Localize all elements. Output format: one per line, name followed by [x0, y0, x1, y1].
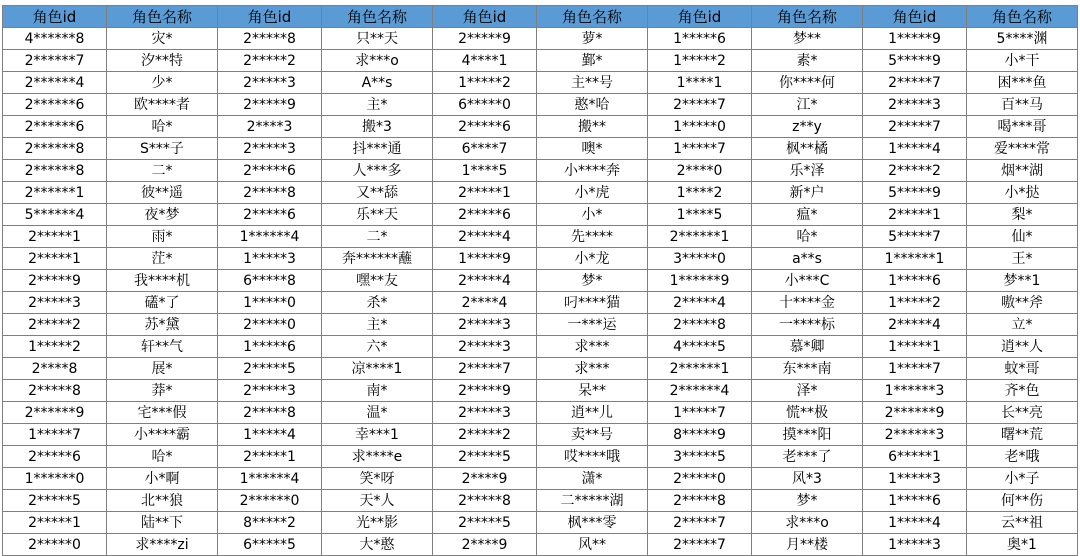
role-id-cell: 2******4 [3, 72, 107, 94]
role-id-cell: 1*****3 [863, 468, 967, 490]
role-name-cell: 卖**号 [537, 424, 648, 446]
role-id-cell: 2*****7 [648, 534, 752, 556]
role-id-cell: 2*****0 [648, 468, 752, 490]
role-id-cell: 4*****5 [648, 336, 752, 358]
role-name-cell: 光**影 [322, 512, 433, 534]
role-id-cell: 5*****9 [863, 182, 967, 204]
role-name-cell: 月**楼 [752, 534, 863, 556]
table-row [3, 534, 1078, 556]
role-id-cell: 2******6 [3, 94, 107, 116]
role-id-cell: 2*****8 [218, 28, 322, 50]
role-id-cell: 6****7 [433, 138, 537, 160]
table-row [3, 248, 1078, 270]
role-name-cell: 王* [967, 248, 1078, 270]
role-id-cell: 1****2 [648, 182, 752, 204]
role-id-cell: 2*****8 [648, 490, 752, 512]
role-id-cell: 2*****2 [3, 314, 107, 336]
role-name-cell: z**y [752, 116, 863, 138]
role-name-cell: 小****奔 [537, 160, 648, 182]
role-id-cell: 2****3 [218, 116, 322, 138]
role-id-cell: 5*****7 [863, 226, 967, 248]
role-name-cell: 梦**1 [967, 270, 1078, 292]
role-name-cell: 小***C [752, 270, 863, 292]
table-row [3, 380, 1078, 402]
role-id-cell: 1*****7 [3, 424, 107, 446]
role-id-cell: 1*****2 [3, 336, 107, 358]
table-row [3, 138, 1078, 160]
role-name-cell: 大*憨 [322, 534, 433, 556]
role-id-cell: 2******9 [863, 402, 967, 424]
role-id-cell: 1*****7 [648, 138, 752, 160]
role-id-cell: 2*****3 [218, 380, 322, 402]
role-name-cell: 素* [752, 50, 863, 72]
role-id-cell: 2*****7 [433, 358, 537, 380]
role-name-cell: 云**祖 [967, 512, 1078, 534]
role-id-cell: 2*****9 [433, 380, 537, 402]
role-name-cell: S***子 [107, 138, 218, 160]
role-name-cell: 主**号 [537, 72, 648, 94]
role-id-cell: 1*****2 [863, 292, 967, 314]
role-id-cell: 2*****6 [218, 204, 322, 226]
role-name-cell: 笑*呀 [322, 468, 433, 490]
role-name-cell: 逍**儿 [537, 402, 648, 424]
role-name-cell: 茳* [107, 248, 218, 270]
role-name-cell: 雨* [107, 226, 218, 248]
role-id-cell: 2*****0 [3, 534, 107, 556]
role-id-cell: 1*****2 [433, 72, 537, 94]
role-id-cell: 6*****1 [863, 446, 967, 468]
role-name-cell: 东***南 [752, 358, 863, 380]
role-name-cell: 梦* [537, 270, 648, 292]
header-role-name: 角色名称 [967, 6, 1078, 28]
role-id-cell: 1*****2 [648, 50, 752, 72]
role-id-cell: 2******4 [648, 380, 752, 402]
role-id-cell: 1*****9 [863, 28, 967, 50]
role-id-cell: 2******8 [3, 138, 107, 160]
role-id-cell: 2******9 [3, 402, 107, 424]
role-id-cell: 2*****8 [218, 182, 322, 204]
header-role-name: 角色名称 [752, 6, 863, 28]
role-name-cell: 求*** [537, 358, 648, 380]
role-name-cell: 萝* [537, 28, 648, 50]
role-id-cell: 1*****4 [218, 424, 322, 446]
role-name-cell: 梨* [967, 204, 1078, 226]
role-name-cell: 人***多 [322, 160, 433, 182]
role-id-cell: 1******4 [218, 468, 322, 490]
role-id-cell: 1****1 [648, 72, 752, 94]
role-name-cell: 叼****猫 [537, 292, 648, 314]
role-name-cell: 爱****常 [967, 138, 1078, 160]
role-name-cell: 凉****1 [322, 358, 433, 380]
header-role-id: 角色id [3, 6, 107, 28]
role-name-cell: 喝***哥 [967, 116, 1078, 138]
table-row [3, 358, 1078, 380]
table-row [3, 182, 1078, 204]
role-id-cell: 2*****4 [648, 292, 752, 314]
role-id-cell: 2******0 [218, 490, 322, 512]
role-id-cell: 2******8 [3, 160, 107, 182]
header-row [3, 6, 1078, 28]
role-name-cell: 百**马 [967, 94, 1078, 116]
role-name-cell: 二*****湖 [537, 490, 648, 512]
role-name-cell: 小*啊 [107, 468, 218, 490]
role-name-cell: 呆** [537, 380, 648, 402]
table-body [3, 28, 1078, 556]
role-name-cell: 梦* [752, 490, 863, 512]
role-id-cell: 2*****3 [433, 336, 537, 358]
role-name-cell: 求***o [752, 512, 863, 534]
role-id-cell: 1****5 [433, 160, 537, 182]
role-name-cell: 二* [322, 226, 433, 248]
role-name-cell: 枫**橘 [752, 138, 863, 160]
role-name-cell: 你****何 [752, 72, 863, 94]
table-row [3, 424, 1078, 446]
header-role-name: 角色名称 [107, 6, 218, 28]
table-row [3, 50, 1078, 72]
role-id-cell: 2******3 [863, 424, 967, 446]
role-name-cell: 十****金 [752, 292, 863, 314]
role-name-cell: 潇* [537, 468, 648, 490]
table-row [3, 402, 1078, 424]
role-name-cell: 哎****哦 [537, 446, 648, 468]
table-row [3, 94, 1078, 116]
role-name-cell: 少* [107, 72, 218, 94]
role-id-cell: 2*****1 [433, 182, 537, 204]
role-id-cell: 2*****6 [3, 446, 107, 468]
header-role-id: 角色id [648, 6, 752, 28]
table-row [3, 512, 1078, 534]
role-name-cell: 彼**遥 [107, 182, 218, 204]
role-id-cell: 2*****9 [433, 28, 537, 50]
role-id-cell: 2******1 [3, 182, 107, 204]
role-name-cell: a**s [752, 248, 863, 270]
header-role-id: 角色id [433, 6, 537, 28]
role-name-cell: 困***鱼 [967, 72, 1078, 94]
role-id-cell: 2*****4 [433, 270, 537, 292]
role-name-cell: 汐**特 [107, 50, 218, 72]
role-name-cell: 瘟* [752, 204, 863, 226]
role-id-cell: 1*****4 [863, 138, 967, 160]
role-name-cell: 江* [752, 94, 863, 116]
table-row [3, 490, 1078, 512]
role-id-cell: 3*****5 [648, 446, 752, 468]
role-id-cell: 2****9 [433, 468, 537, 490]
role-id-cell: 1******0 [3, 468, 107, 490]
role-name-cell: A**s [322, 72, 433, 94]
role-id-cell: 2*****3 [3, 292, 107, 314]
role-name-cell: 搬** [537, 116, 648, 138]
table-row [3, 160, 1078, 182]
role-id-cell: 5******4 [3, 204, 107, 226]
role-id-cell: 2*****8 [648, 314, 752, 336]
role-name-cell: 哈* [107, 446, 218, 468]
role-id-cell: 2*****8 [3, 380, 107, 402]
role-id-cell: 2*****6 [433, 116, 537, 138]
role-name-cell: 礚*了 [107, 292, 218, 314]
role-name-cell: 小* [537, 204, 648, 226]
table-row [3, 204, 1078, 226]
role-name-cell: 又**舔 [322, 182, 433, 204]
role-name-cell: 苏*黛 [107, 314, 218, 336]
role-name-cell: 搬*3 [322, 116, 433, 138]
role-table [2, 5, 1078, 556]
role-name-cell: 枫***零 [537, 512, 648, 534]
role-name-cell: 求****zi [107, 534, 218, 556]
role-id-cell: 8*****9 [648, 424, 752, 446]
role-id-cell: 2*****9 [3, 270, 107, 292]
role-name-cell: 先**** [537, 226, 648, 248]
role-name-cell: 鄞* [537, 50, 648, 72]
role-name-cell: 主* [322, 94, 433, 116]
role-name-cell: 小*虎 [537, 182, 648, 204]
role-id-cell: 2*****8 [218, 402, 322, 424]
role-name-cell: 泽* [752, 380, 863, 402]
role-id-cell: 5*****9 [863, 50, 967, 72]
role-name-cell: 憨*哈 [537, 94, 648, 116]
role-id-cell: 6*****0 [433, 94, 537, 116]
role-id-cell: 2******1 [648, 358, 752, 380]
role-name-cell: 一***运 [537, 314, 648, 336]
table-header [3, 6, 1078, 28]
role-name-cell: 哈* [752, 226, 863, 248]
role-id-cell: 2*****1 [3, 226, 107, 248]
header-role-id: 角色id [863, 6, 967, 28]
role-id-cell: 1*****7 [863, 358, 967, 380]
role-id-cell: 1*****0 [218, 292, 322, 314]
role-name-cell: 哈* [107, 116, 218, 138]
table-row [3, 72, 1078, 94]
role-id-cell: 2*****3 [863, 94, 967, 116]
role-name-cell: 小****霸 [107, 424, 218, 446]
role-id-cell: 2******6 [3, 116, 107, 138]
role-id-cell: 2*****6 [433, 204, 537, 226]
role-name-cell: 求*** [537, 336, 648, 358]
role-id-cell: 1******9 [648, 270, 752, 292]
role-name-cell: 噢* [537, 138, 648, 160]
role-name-cell: 逍**人 [967, 336, 1078, 358]
role-name-cell: 何**伤 [967, 490, 1078, 512]
role-id-cell: 2*****5 [433, 512, 537, 534]
role-name-cell: 5****渊 [967, 28, 1078, 50]
role-id-cell: 2*****2 [218, 50, 322, 72]
role-name-cell: 摸***阳 [752, 424, 863, 446]
role-name-cell: 夜*梦 [107, 204, 218, 226]
role-id-cell: 2*****1 [863, 204, 967, 226]
role-id-cell: 2*****9 [218, 94, 322, 116]
table-row [3, 468, 1078, 490]
table-row [3, 336, 1078, 358]
role-id-cell: 2****8 [3, 358, 107, 380]
role-id-cell: 2*****0 [218, 314, 322, 336]
role-name-cell: 慌**极 [752, 402, 863, 424]
role-id-cell: 4******8 [3, 28, 107, 50]
role-id-cell: 2*****3 [433, 314, 537, 336]
role-name-cell: 展* [107, 358, 218, 380]
role-id-cell: 1******3 [863, 380, 967, 402]
role-id-cell: 2*****3 [218, 138, 322, 160]
role-id-cell: 6*****5 [218, 534, 322, 556]
role-id-cell: 1*****6 [218, 336, 322, 358]
role-name-cell: 老*哦 [967, 446, 1078, 468]
role-id-cell: 2*****6 [218, 160, 322, 182]
role-name-cell: 轩**气 [107, 336, 218, 358]
role-name-cell: 陆**下 [107, 512, 218, 534]
role-id-cell: 1*****0 [648, 116, 752, 138]
role-name-cell: 只**天 [322, 28, 433, 50]
role-name-cell: 北**狼 [107, 490, 218, 512]
role-id-cell: 2****0 [648, 160, 752, 182]
role-name-cell: 齐*色 [967, 380, 1078, 402]
header-role-name: 角色名称 [322, 6, 433, 28]
role-id-cell: 2******7 [3, 50, 107, 72]
role-name-cell: 小*挞 [967, 182, 1078, 204]
role-name-cell: 南* [322, 380, 433, 402]
role-id-cell: 1*****1 [863, 336, 967, 358]
role-name-cell: 六* [322, 336, 433, 358]
role-name-cell: 求****e [322, 446, 433, 468]
role-name-cell: 求***o [322, 50, 433, 72]
table-row [3, 226, 1078, 248]
role-id-cell: 2*****2 [863, 160, 967, 182]
role-id-cell: 1*****7 [648, 402, 752, 424]
role-id-cell: 2******1 [648, 226, 752, 248]
role-id-cell: 6*****8 [218, 270, 322, 292]
role-name-cell: 天*人 [322, 490, 433, 512]
table-row [3, 270, 1078, 292]
role-name-cell: 乐**天 [322, 204, 433, 226]
role-id-cell: 1*****6 [648, 28, 752, 50]
role-name-cell: 宅***假 [107, 402, 218, 424]
role-id-cell: 2*****7 [863, 116, 967, 138]
role-id-cell: 2*****5 [433, 446, 537, 468]
table-row [3, 292, 1078, 314]
role-id-cell: 4****1 [433, 50, 537, 72]
role-id-cell: 2*****1 [3, 512, 107, 534]
role-id-cell: 2*****8 [433, 490, 537, 512]
role-id-cell: 1*****6 [863, 490, 967, 512]
role-id-cell: 1******1 [863, 248, 967, 270]
role-name-cell: 嗷**斧 [967, 292, 1078, 314]
role-id-cell: 1****5 [648, 204, 752, 226]
role-name-cell: 杀* [322, 292, 433, 314]
role-name-cell: 乐*泽 [752, 160, 863, 182]
role-id-cell: 1*****3 [218, 248, 322, 270]
role-name-cell: 新*户 [752, 182, 863, 204]
role-name-cell: 小*子 [967, 468, 1078, 490]
role-id-cell: 8*****2 [218, 512, 322, 534]
role-id-cell: 2*****7 [863, 72, 967, 94]
role-name-cell: 小*干 [967, 50, 1078, 72]
role-name-cell: 风** [537, 534, 648, 556]
role-name-cell: 老***了 [752, 446, 863, 468]
role-id-cell: 2*****7 [648, 512, 752, 534]
role-id-cell: 2*****7 [648, 94, 752, 116]
role-name-cell: 长**亮 [967, 402, 1078, 424]
table-row [3, 28, 1078, 50]
role-id-cell: 2*****5 [3, 490, 107, 512]
role-id-cell: 1*****9 [433, 248, 537, 270]
role-name-cell: 抖***通 [322, 138, 433, 160]
role-name-cell: 风*3 [752, 468, 863, 490]
role-id-cell: 2*****1 [218, 446, 322, 468]
table-row [3, 116, 1078, 138]
role-name-cell: 我****机 [107, 270, 218, 292]
role-name-cell: 立* [967, 314, 1078, 336]
role-id-cell: 2****4 [433, 292, 537, 314]
role-name-cell: 烟**湖 [967, 160, 1078, 182]
role-id-cell: 1******4 [218, 226, 322, 248]
role-name-cell: 奥*1 [967, 534, 1078, 556]
role-name-cell: 仙* [967, 226, 1078, 248]
table-row [3, 314, 1078, 336]
role-id-cell: 2*****3 [218, 72, 322, 94]
role-name-cell: 曙**荒 [967, 424, 1078, 446]
role-name-cell: 小*龙 [537, 248, 648, 270]
role-id-cell: 2*****3 [433, 402, 537, 424]
header-role-name: 角色名称 [537, 6, 648, 28]
role-id-cell: 2****9 [433, 534, 537, 556]
role-name-cell: 幸***1 [322, 424, 433, 446]
role-name-cell: 温* [322, 402, 433, 424]
role-id-cell: 2*****1 [3, 248, 107, 270]
role-id-cell: 3*****0 [648, 248, 752, 270]
role-name-cell: 嘿**友 [322, 270, 433, 292]
role-id-cell: 2*****2 [433, 424, 537, 446]
role-name-cell: 蚊*哥 [967, 358, 1078, 380]
role-id-cell: 2*****4 [433, 226, 537, 248]
role-id-cell: 2*****4 [863, 314, 967, 336]
role-name-cell: 二* [107, 160, 218, 182]
role-name-cell: 欧****者 [107, 94, 218, 116]
role-name-cell: 梦** [752, 28, 863, 50]
role-id-cell: 1*****6 [863, 270, 967, 292]
role-id-cell: 1*****4 [863, 512, 967, 534]
role-name-cell: 灾* [107, 28, 218, 50]
role-name-cell: 奔******蘸 [322, 248, 433, 270]
role-id-cell: 1*****3 [863, 534, 967, 556]
role-name-cell: 主* [322, 314, 433, 336]
role-name-cell: 慕*卿 [752, 336, 863, 358]
role-id-cell: 2*****5 [218, 358, 322, 380]
table-row [3, 446, 1078, 468]
role-name-cell: 莽* [107, 380, 218, 402]
role-name-cell: 一****标 [752, 314, 863, 336]
header-role-id: 角色id [218, 6, 322, 28]
